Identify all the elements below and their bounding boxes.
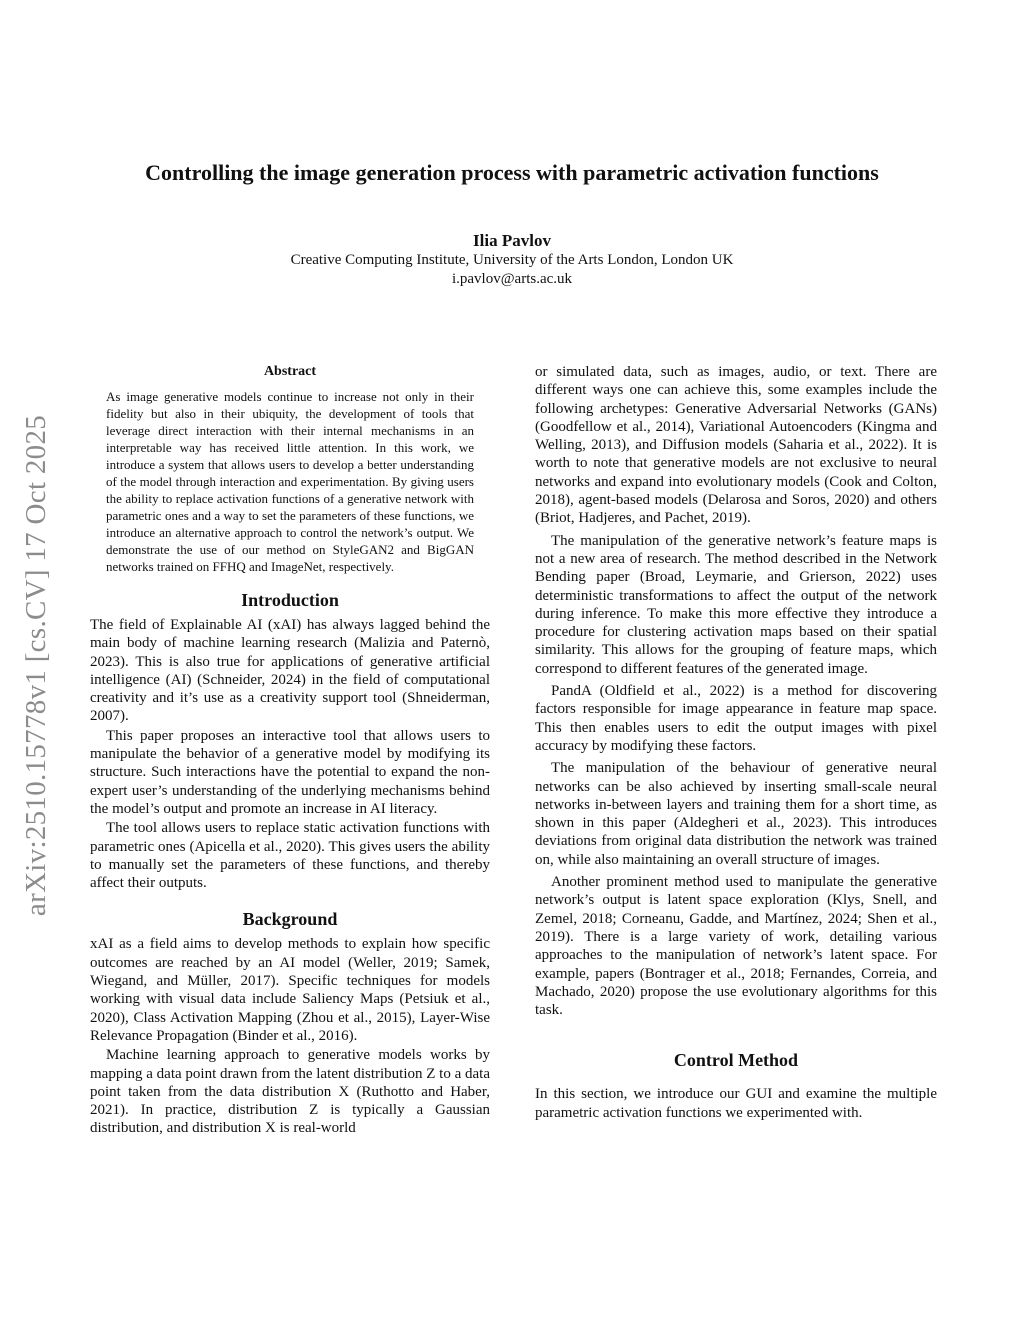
author-affiliation: Creative Computing Institute, University of the Arts London, London UK xyxy=(290,252,734,268)
background-continued-paragraph-2: The manipulation of the generative network’s feature maps is not a new area of research. The method described in the Network Bending paper (Broad, Leymarie, and Grierson, 2022) uses deterministic transformations to affect the output of the network during inference. To make this more effective they introduce a procedure for clustering activation maps based on their spatial similarity. This allows for the grouping of feature maps, which correspond to different features of the generated image. xyxy=(535,532,937,677)
paper-title: Controlling the image generation process with parametric activation functions xyxy=(145,160,879,185)
abstract-heading: Abstract xyxy=(263,364,317,379)
control-method-section xyxy=(535,1049,937,1122)
author-email: i.pavlov@arts.ac.uk xyxy=(451,271,573,287)
background-heading: Background xyxy=(242,909,338,930)
background-paragraph-1: xAI as a field aims to develop methods to explain how specific outcomes are reached by an AI model (Weller, 2019; Samek, Wiegand, and Müller, 2017). Specific techniques for models working with visual data include Saliency Maps (Petsiuk et al., 2020), Class Activation Mapping (Zhou et al., 2015), Layer-Wise Relevance Propagation (Binder et al., 2016). xyxy=(90,936,490,1044)
abstract-text: As image generative models continue to increase not only in their fidelity but also in their ubiquity, the development of tools that leverage direct interaction with their internal mechanisms in an interpretable way has received little attention. In this work, we introduce a system that allows users to develop a better understanding of the model through interaction and experimentation. By giving users the ability to replace activation functions of a generative network with parametric ones and a way to set the parameters of these functions, we introduce an alternative approach to control the network’s output. We demonstrate the use of our method on StyleGAN2 and BigGAN networks trained on FFHQ and ImageNet, respectively. xyxy=(106,389,474,574)
background-continued-paragraph-5: Another prominent method used to manipulate the generative network’s output is latent space exploration (Klys, Snell, and Zemel, 2018; Corneanu, Gadde, and Martínez, 2024; Shen et al., 2019). There is a large variety of work, detailing various approaches to the manipulation of network’s latent space. For example, papers (Bontrager et al., 2018; Fernandes, Correia, and Machado, 2020) propose the use evolutionary algorithms for this task. xyxy=(535,874,937,1019)
author-block xyxy=(0,230,1024,289)
introduction-paragraph-3: The tool allows users to replace static activation functions with parametric ones (Apicella et al., 2020). This gives users the ability to manually set the parameters of these functions, and thereby affect their outputs. xyxy=(90,820,490,892)
right-column xyxy=(535,363,937,1122)
arxiv-identifier-text: arXiv:2510.15778v1 [cs.CV] 17 Oct 2025 xyxy=(20,414,53,916)
introduction-section xyxy=(90,589,490,892)
background-continued-paragraph-1: or simulated data, such as images, audio, or text. There are different ways one can achieve this, some examples include the following archetypes: Generative Adversarial Networks (GANs) (Goodfellow et al., 2014), Variational Autoencoders (Kingma and Welling, 2013), and Diffusion models (Saharia et al., 2022). It is worth to note that generative models are not exclusive to neural networks and expand into evolutionary models (Cook and Colton, 2018), agent-based models (Delarosa and Soros, 2020) and others (Briot, Hadjeres, and Pachet, 2019). xyxy=(535,364,937,527)
background-section xyxy=(90,908,490,1137)
introduction-heading: Introduction xyxy=(241,590,339,610)
left-column xyxy=(90,363,490,1138)
introduction-paragraph-2: This paper proposes an interactive tool that allows users to manipulate the behavior of a generative model by modifying its structure. Such interactions have the potential to expand the non-expert user’s understanding of the underlying mechanisms behind the model’s output and promote an increase in AI literacy. xyxy=(90,727,490,817)
abstract-section xyxy=(90,363,490,575)
background-continued-paragraph-3: PandA (Oldfield et al., 2022) is a method for discovering factors responsible for image appearance in feature map space. This then enables users to edit the output images with pixel accuracy by modifying these factors. xyxy=(535,683,937,754)
control-method-heading: Control Method xyxy=(673,1050,799,1071)
introduction-paragraph-1: The field of Explainable AI (xAI) has always lagged behind the main body of machine learning research (Malizia and Paternò, 2023). This is also true for applications of generative artificial intelligence (AI) (Schneider, 2024) in the field of computational creativity and it’s use as a creativity support tool (Shneiderman, 2007). xyxy=(90,617,490,725)
author-name: Ilia Pavlov xyxy=(473,231,551,250)
background-continued-paragraph-4: The manipulation of the behaviour of generative neural networks can be also achieved by inserting small-scale neural networks in-between layers and training them for a short time, as shown in this paper (Aldegheri et al., 2023). This introduces deviations from original data distribution the network was trained on, while also maintaining an overall structure of images. xyxy=(535,760,937,868)
arxiv-identifier-stamp xyxy=(12,375,62,955)
control-method-paragraph-1: In this section, we introduce our GUI and examine the multiple parametric activation functions we experimented with. xyxy=(535,1086,937,1121)
background-paragraph-2: Machine learning approach to generative models works by mapping a data point drawn from the latent distribution Z to a data point taken from the data distribution X (Ruthotto and Haber, 2021). In practice, distribution Z is typically a Gaussian distribution, and distribution X is real-world xyxy=(90,1047,490,1137)
